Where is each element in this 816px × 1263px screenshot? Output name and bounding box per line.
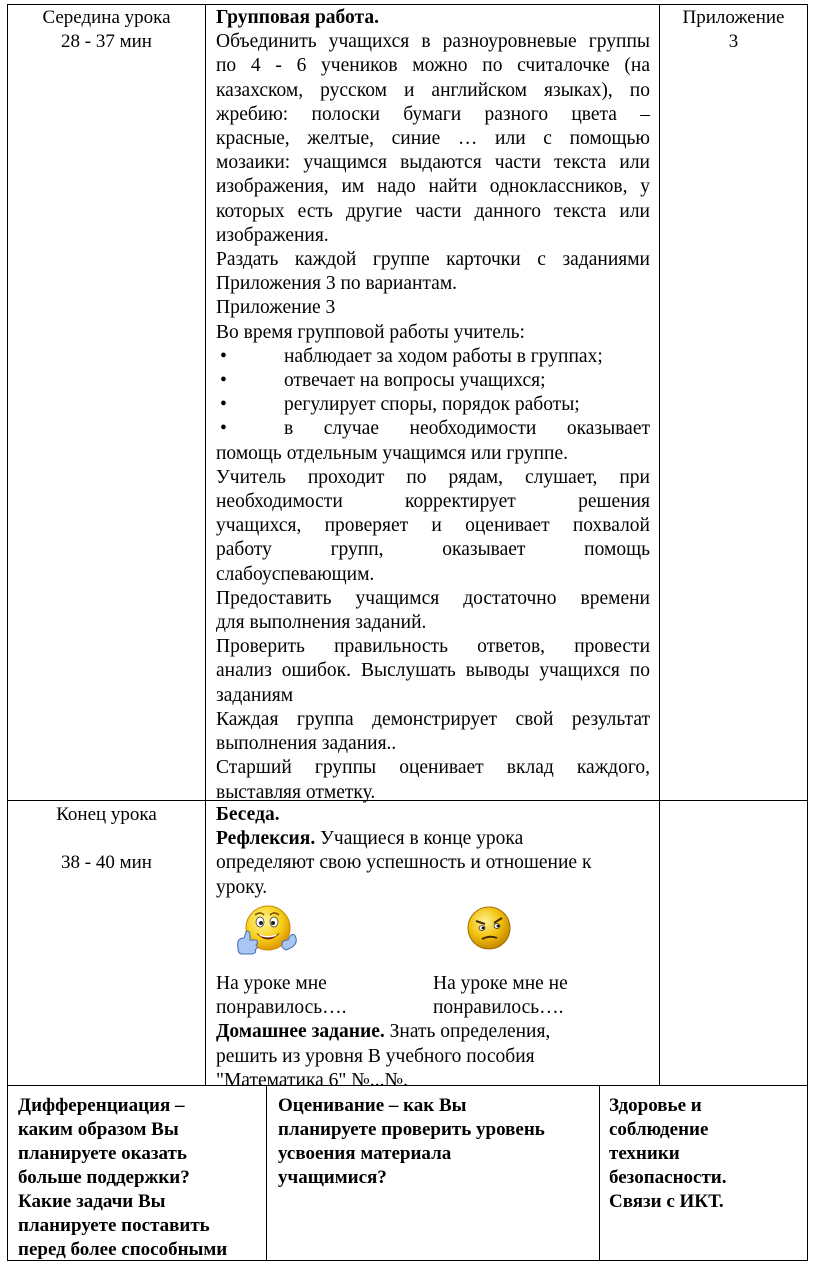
text-line: изображения. (216, 224, 329, 246)
text-line: мозаики: учащимся выдаются части текста или (216, 152, 650, 174)
text-line: красные, желтые, синие … или с помощью (216, 128, 650, 150)
text-line: определяют свою успешность и отношение к (216, 852, 592, 874)
homework-line: Домашнее задание. Знать определения, (216, 1021, 551, 1043)
resource-label: Приложение (682, 7, 785, 28)
text-line: которых есть другие части данного текста или (216, 200, 650, 222)
list-item: • регулирует споры, порядок работы; (216, 393, 650, 417)
text-line: изображения, им надо найти одноклассников, у (216, 176, 650, 198)
text-line: заданиям (216, 684, 294, 706)
stage-time: 38 - 40 мин (61, 852, 152, 873)
text-line: Старший группы оценивает вклад каждого, (216, 757, 650, 779)
bullet-marker: • (220, 345, 227, 367)
text-line: Каждая группа демонстрирует свой результат (216, 708, 650, 730)
health-safety-cell: Здоровье и соблюдение техники безопасности. Связи с ИКТ. (609, 1095, 727, 1212)
resources-cell (660, 6, 807, 54)
stage-middle-cell (8, 6, 205, 54)
differentiation-cell: Дифференциация – каким образом Вы планируете оказать больше поддержки? Какие задачи Вы планируете поставить перед более способными (18, 1095, 228, 1260)
text-line: Предоставить учащимся достаточно времени (216, 587, 650, 609)
text-line: уроку. (216, 876, 268, 898)
text-line: анализ ошибок. Выслушать выводы учащихся по (216, 660, 650, 682)
text-line: Приложения 3 по вариантам. (216, 273, 458, 295)
text-line: помощь отдельным учащимся или группе. (216, 442, 569, 464)
displeased-smiley-icon (464, 903, 514, 953)
text-line: Во время групповой работы учитель: (216, 321, 525, 343)
bullet-marker: • (220, 418, 227, 440)
stage-name: Середина урока (42, 7, 171, 28)
text-line: для выполнения заданий. (216, 612, 427, 634)
group-work-content (216, 6, 650, 805)
happy-thumbs-up-smiley-icon (232, 902, 300, 964)
text-line: слабоуспевающим. (216, 563, 375, 585)
disliked-option: На уроке мне не понравилось…. (433, 973, 568, 1019)
text-line: выполнения задания.. (216, 733, 397, 755)
text-line: Проверить правильность ответов, провести (216, 636, 650, 658)
text-line: казахском, русском и английском языках), по (216, 79, 650, 101)
liked-option: На уроке мне понравилось…. (216, 973, 347, 1019)
text-line: учащихся, проверяет и оценивает похвалой (216, 515, 650, 537)
reflection-line: Рефлексия. Учащиеся в конце урока (216, 828, 524, 850)
text-line: работу групп, оказывает помощь (216, 539, 650, 561)
bullet-marker: • (220, 394, 227, 416)
text-line: по 4 - 6 учеников можно по считалочке (на (216, 55, 650, 77)
reflection-options (216, 972, 650, 1093)
list-item: • наблюдает за ходом работы в группах; (216, 345, 650, 369)
text-line: Учитель проходит по рядам, слушает, при (216, 466, 650, 488)
reflection-content (216, 803, 650, 900)
stage-time: 28 - 37 мин (61, 31, 152, 52)
list-item: • в случае необходимости оказывает (216, 417, 650, 441)
text-line: выставляя отметку. (216, 781, 376, 803)
stage-end-cell (8, 803, 205, 875)
text-line: решить из уровня В учебного пособия (216, 1045, 535, 1067)
text-line: жребию: полоски бумаги разного цвета – (216, 103, 650, 125)
conversation-title: Беседа. (216, 804, 280, 825)
text-line: необходимости корректирует решения (216, 491, 650, 513)
stage-name: Конец урока (56, 804, 157, 825)
text-line: "Математика 6" №...№. (216, 1069, 408, 1091)
text-line: Раздать каждой группе карточки с заданиями (216, 249, 650, 271)
bullet-marker: • (220, 370, 227, 392)
resource-number: 3 (728, 31, 739, 52)
text-line: Объединить учащихся в разноуровневые группы (216, 31, 650, 53)
text-line: Приложение 3 (216, 297, 336, 319)
group-work-title: Групповая работа. (216, 7, 379, 28)
assessment-cell: Оценивание – как Вы планируете проверить уровень усвоения материала учащимися? (278, 1095, 545, 1188)
list-item: • отвечает на вопросы учащихся; (216, 369, 650, 393)
